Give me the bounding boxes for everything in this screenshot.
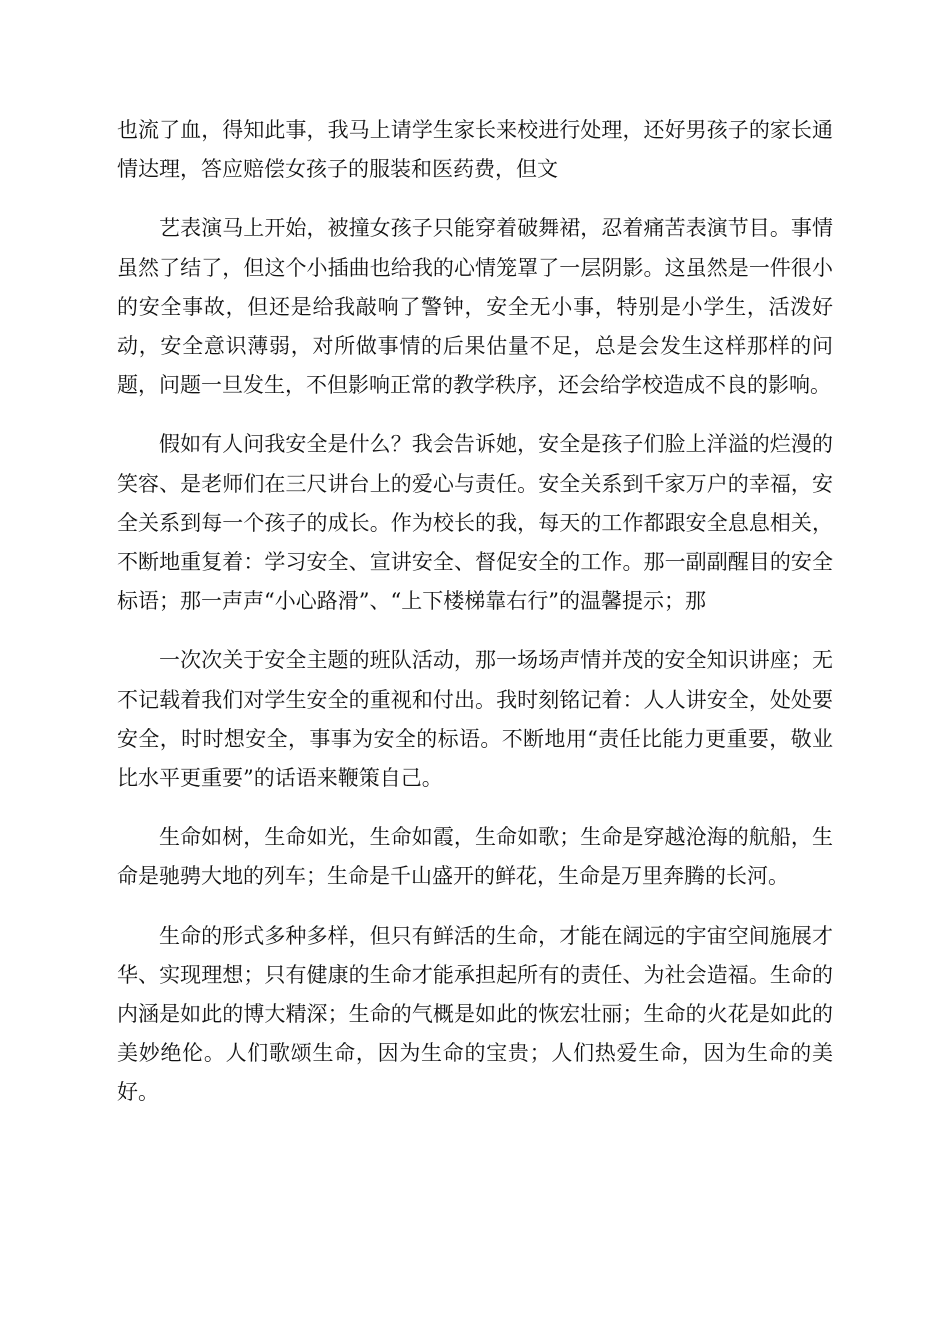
paragraph-4: 一次次关于安全主题的班队活动，那一场场声情并茂的安全知识讲座；无不记载着我们对学生安全的重视和付出。我时刻铭记着：人人讲安全，处处要安全，时时想安全，事事为安全的标语。不断地用“责任比能力更重要，敬业比水平更重要”的话语来鞭策自己。 xyxy=(117,648,833,791)
paragraph-2: 艺表演马上开始，被撞女孩子只能穿着破舞裙，忍着痛苦表演节目。事情虽然了结了，但这个小插曲也给我的心情笼罩了一层阴影。这虽然是一件很小的安全事故，但还是给我敲响了警钟，安全无小事，特别是小学生，活泼好动，安全意识薄弱，对所做事情的后果估量不足，总是会发生这样那样的问题，问题一旦发生，不但影响正常的教学秩序，还会给学校造成不良的影响。 xyxy=(117,216,833,398)
paragraph-6: 生命的形式多种多样，但只有鲜活的生命，才能在阔远的宇宙空间施展才华、实现理想；只有健康的生命才能承担起所有的责任、为社会造福。生命的内涵是如此的博大精深；生命的气概是如此的恢宏壮丽；生命的火花是如此的美妙绝伦。人们歌颂生命，因为生命的宝贵；人们热爱生命，因为生命的美好。 xyxy=(117,923,833,1105)
paragraph-1: 也流了血，得知此事，我马上请学生家长来校进行处理，还好男孩子的家长通情达理，答应赔偿女孩子的服装和医药费，但文 xyxy=(117,118,833,182)
paragraph-5: 生命如树，生命如光，生命如霞，生命如歌；生命是穿越沧海的航船，生命是驰骋大地的列车；生命是千山盛开的鲜花，生命是万里奔腾的长河。 xyxy=(117,825,833,889)
document-body xyxy=(117,111,833,1133)
paragraph-3: 假如有人问我安全是什么？我会告诉她，安全是孩子们脸上洋溢的烂漫的笑容、是老师们在三尺讲台上的爱心与责任。安全关系到千家万户的幸福，安全关系到每一个孩子的成长。作为校长的我，每天的工作都跟安全息息相关，不断地重复着：学习安全、宣讲安全、督促安全的工作。那一副副醒目的安全标语；那一声声“小心路滑”、“上下楼梯靠右行”的温馨提示；那 xyxy=(117,432,833,614)
